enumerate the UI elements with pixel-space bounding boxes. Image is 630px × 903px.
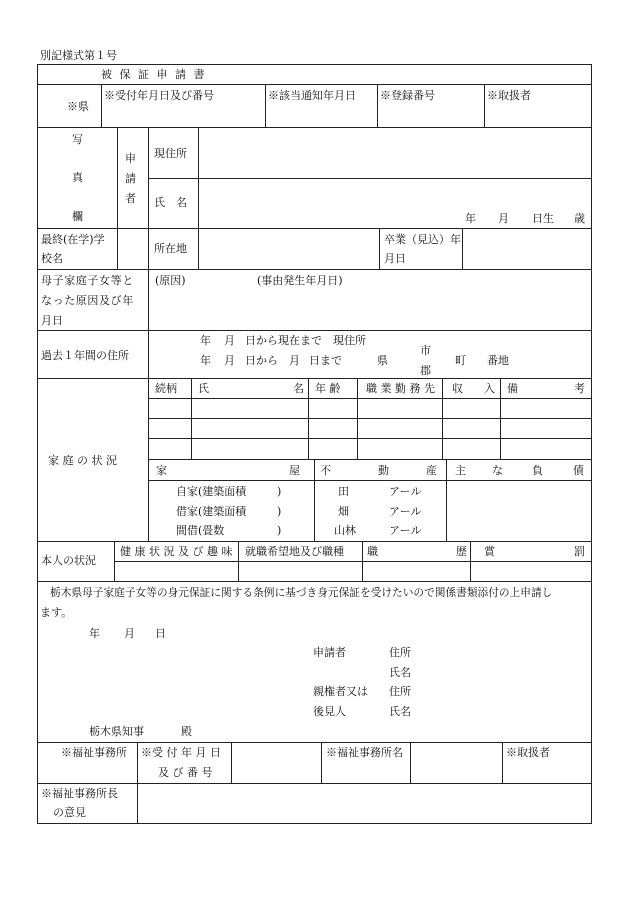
cause-label-1: 母子家庭子女等と bbox=[41, 274, 134, 287]
col-career-2: 歴 bbox=[456, 545, 467, 558]
assets-house-2: 屋 bbox=[289, 464, 300, 477]
handler-label: ※取扱者 bbox=[487, 89, 531, 102]
col-relation: 続柄 bbox=[155, 382, 177, 395]
birth-day: 日生 bbox=[532, 212, 554, 225]
age-label: 歳 bbox=[574, 212, 585, 225]
assets-realty-3: 産 bbox=[426, 464, 437, 477]
cause-label-3: 月日 bbox=[41, 314, 63, 327]
footer-handler-label: ※取扱者 bbox=[506, 746, 550, 759]
past-row2-to-month: 月 bbox=[289, 354, 300, 367]
applicant-name-label: 氏名 bbox=[389, 666, 411, 679]
decl-date-month: 月 bbox=[124, 627, 135, 640]
footer-receipt-1: ※受 付 年 月 日 bbox=[141, 746, 221, 759]
cause-label-2: なった原因及び年 bbox=[41, 294, 134, 307]
assets-debt-2: な bbox=[492, 464, 503, 477]
col-job-hope: 就職希望地及び職種 bbox=[245, 545, 344, 558]
prefecture-label: ※県 bbox=[67, 100, 89, 113]
col-notes-1: 備 bbox=[507, 382, 518, 395]
past-row2-to: 日まで bbox=[309, 354, 342, 367]
col-reward: 賞 bbox=[484, 545, 495, 558]
form-number: 別記様式第１号 bbox=[40, 49, 117, 62]
welfare-office-name-label: ※福祉事務所名 bbox=[326, 746, 403, 759]
guardian-address-label: 住所 bbox=[389, 685, 411, 698]
guardian-label-1: 親権者又は bbox=[313, 685, 368, 698]
guardian-name-label: 氏名 bbox=[389, 705, 411, 718]
past-address-label: 過去１年間の住所 bbox=[41, 349, 129, 362]
location-label: 所在地 bbox=[154, 242, 187, 255]
form-title: 被 保 証 申 請 書 bbox=[101, 68, 207, 81]
past-row2-pref: 県 bbox=[377, 354, 388, 367]
welfare-office-label: ※福祉事務所 bbox=[61, 746, 127, 759]
family-label: 家 庭 の 状 況 bbox=[48, 454, 117, 467]
past-row1-year: 年 bbox=[200, 334, 211, 347]
decl-date-year: 年 bbox=[89, 627, 100, 640]
town-label: 町 bbox=[455, 354, 466, 367]
col-notes-2: 考 bbox=[574, 382, 585, 395]
school-label-2: 校名 bbox=[41, 252, 63, 265]
housing-room: 間借(畳数 bbox=[176, 524, 225, 537]
applicant-sign-label: 申請者 bbox=[313, 646, 346, 659]
honorific: 殿 bbox=[181, 725, 192, 738]
col-age: 年 齢 bbox=[315, 382, 341, 395]
col-penalty: 罰 bbox=[574, 545, 585, 558]
past-row2-from: 日から bbox=[245, 354, 278, 367]
land-field: 畑 bbox=[338, 505, 349, 518]
col-income-1: 収 bbox=[452, 382, 463, 395]
school-label-1: 最終(在学)学 bbox=[41, 233, 105, 246]
col-career-1: 職 bbox=[367, 545, 378, 558]
graduation-label-1: 卒業（見込）年 bbox=[384, 233, 461, 246]
past-row1-from: 日から現在まで bbox=[245, 334, 322, 347]
col-health: 健 康 状 況 及 び 趣 味 bbox=[120, 545, 233, 558]
land-paddy: 田 bbox=[338, 485, 349, 498]
addressee: 栃木県知事 bbox=[89, 725, 144, 738]
declaration-text-2: ます。 bbox=[40, 606, 73, 619]
past-row2-year: 年 bbox=[200, 354, 211, 367]
notice-date-label: ※該当通知年月日 bbox=[268, 89, 356, 102]
status-label: 本人の状況 bbox=[41, 554, 96, 567]
past-row2-month: 月 bbox=[224, 354, 235, 367]
paren-close-2: ) bbox=[277, 505, 282, 518]
land-unit-2: アール bbox=[389, 505, 422, 518]
name-label: 氏 名 bbox=[154, 196, 187, 209]
birth-year: 年 bbox=[465, 212, 476, 225]
declaration-text-1: 栃木県母子家庭子女等の身元保証に関する条例に基づき身元保証を受けたいので関係書類添付の上申請し bbox=[50, 586, 553, 599]
applicant-label-2: 請 bbox=[125, 172, 136, 185]
applicant-label-3: 者 bbox=[125, 192, 136, 205]
applicant-label-1: 申 bbox=[125, 152, 136, 165]
housing-own: 自家(建築面積 bbox=[176, 485, 247, 498]
assets-debt-3: 負 bbox=[532, 464, 543, 477]
col-name-2: 名 bbox=[293, 382, 304, 395]
col-name-1: 氏 bbox=[198, 382, 209, 395]
photo-label-2: 真 bbox=[72, 171, 83, 184]
opinion-label-2: の意見 bbox=[53, 806, 86, 819]
col-occupation: 職 業 勤 務 先 bbox=[366, 382, 435, 395]
land-unit-1: アール bbox=[389, 485, 422, 498]
city-label: 市 bbox=[420, 344, 431, 357]
reason-label: (原因) bbox=[155, 274, 186, 287]
footer-receipt-2: 及 び 番 号 bbox=[158, 766, 213, 779]
photo-label-1: 写 bbox=[72, 133, 83, 146]
past-row1-current: 現住所 bbox=[333, 334, 366, 347]
past-row1-month: 月 bbox=[224, 334, 235, 347]
graduation-label-2: 月日 bbox=[384, 252, 406, 265]
birth-month: 月 bbox=[498, 212, 509, 225]
col-income-2: 入 bbox=[484, 382, 495, 395]
decl-date-day: 日 bbox=[155, 627, 166, 640]
address-label: 現住所 bbox=[154, 147, 187, 160]
opinion-label-1: ※福祉事務所長 bbox=[41, 787, 118, 800]
applicant-address-label: 住所 bbox=[389, 646, 411, 659]
paren-close-1: ) bbox=[277, 485, 282, 498]
assets-realty-1: 不 bbox=[320, 464, 331, 477]
registration-no-label: ※登録番号 bbox=[380, 89, 435, 102]
receipt-label: ※受付年月日及び番号 bbox=[104, 89, 214, 102]
assets-house-1: 家 bbox=[156, 464, 167, 477]
assets-debt-1: 主 bbox=[455, 464, 466, 477]
assets-realty-2: 動 bbox=[378, 464, 389, 477]
housing-rent: 借家(建築面積 bbox=[176, 505, 247, 518]
lot-label: 番地 bbox=[487, 354, 509, 367]
land-forest: 山林 bbox=[334, 524, 356, 537]
photo-label-3: 欄 bbox=[72, 210, 83, 223]
paren-close-3: ) bbox=[277, 524, 282, 537]
assets-debt-4: 債 bbox=[573, 464, 584, 477]
district-label: 郡 bbox=[420, 364, 431, 377]
guardian-label-2: 後見人 bbox=[313, 705, 346, 718]
land-unit-3: アール bbox=[389, 524, 422, 537]
event-date-label: (事由発生年月日) bbox=[257, 274, 343, 287]
